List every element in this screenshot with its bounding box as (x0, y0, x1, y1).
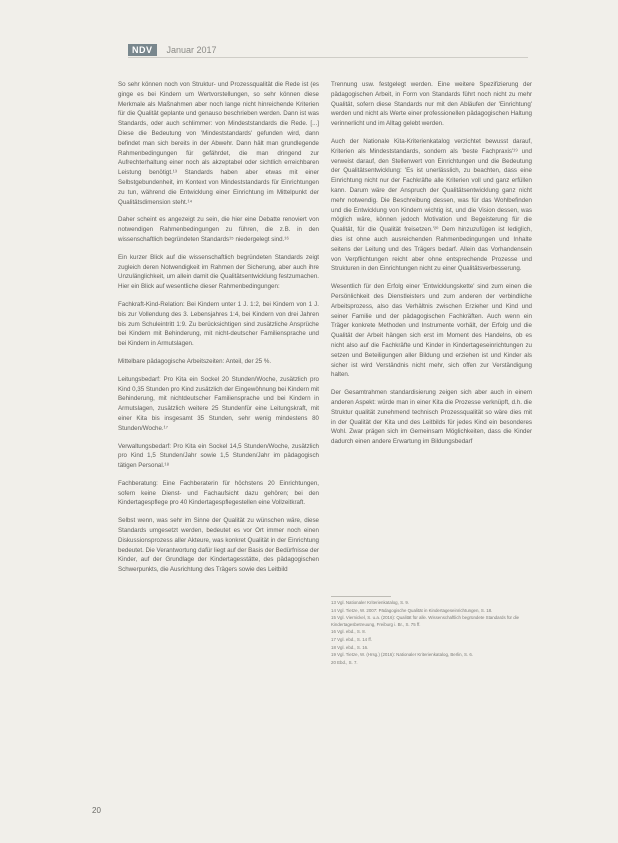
page-header (128, 44, 217, 56)
paragraph: Verwaltungsbedarf: Pro Kita ein Sockel 14,5 Stunden/Woche, zusätzlich pro Kind 1,5 Stunden/Jahr sowie 1,5 Stunden/Jahr im pädagogisch tätigen Personal.¹⁸ (118, 442, 319, 470)
paragraph: Ein kurzer Blick auf die wissenschaftlich begründeten Standards zeigt zugleich deren Notwendigkeit im Rahmen der Sicherung, aber auch ihre Unzulänglichkeit, um allein damit die Qualitätsentwicklung festzumachen. Hier ein Blick auf wesentliche dieser Rahmenbedingungen: (118, 253, 319, 291)
footnote: 20 Ebd., S. 7. (331, 659, 358, 665)
paragraph: Mittelbare pädagogische Arbeitszeiten: Anteil, der 25 %. (118, 357, 272, 365)
paragraph: Fachkraft-Kind-Relation: Bei Kindern unter 1 J. 1:2, bei Kindern von 1 J. bis zur Vollendung des 3. Lebensjahres 1:4, bei Kindern von drei Jahren bis zum Schuleintritt 1:9. Zu berücksichtigen sind zusätzliche Ansprüche bei Kindern mit Behinderung, mit nicht-deutscher Familiensprache und bei Kindern in Armutslagen. (118, 300, 319, 348)
left-column (118, 80, 319, 583)
footnote: 19 Vgl. Tietze, W. (Hrsg.) (2016): Nationaler Kriterienkatalog, Berlin, S. 6. (331, 652, 474, 658)
right-column (331, 80, 532, 455)
footnote: 14 Vgl. Tietze, W. 2007: Pädagogische Qualität in Kindertageseinrichtungen, S. 18. (331, 607, 493, 613)
paragraph: Auch der Nationale Kita-Kriterienkatalog verzichtet bewusst darauf, Kriterien als Mindeststandards, sondern als 'beste Fachpraxis'¹⁹ und verweist darauf, den Stellenwert von Einrichtungen und die Bedeutung der Qualitätsentwicklung: 'Es ist unerlässlich, zu beachten, dass eine Einrichtung nicht nur der Fachkräfte alle Kriterien voll und ganz erfüllen kann. Darum wäre der Anspruch der Qualitätsentwicklung ganz nicht mehr notwendig. Die Beschreibung dessen, was für das Wohlbefinden und die Entwicklung von Kindern wichtig ist, und die Vision dessen, was möglich wäre, können jedoch Motivation und Begeisterung für die Qualität, für die Qualität freisetzen.'²⁰ Dem hinzuzufügen ist lediglich, dies ist ohne auch ausreichenden Rahmenbedingungen und Inhalte seitens der Leitung und des Trägers bedarf. Allein das Vorhandensein von Verpflichtungen reicht aber ohne entsprechende Prozesse und Strukturen in den Einrichtungen nicht zu einer Qualitätsverbesserung. (331, 137, 532, 273)
paragraph: Daher scheint es angezeigt zu sein, die hier eine Debatte renoviert von notwendigen Rahmenbedingungen zu führen, die z.B. in den wissenschaftlich begründeten Standards¹⁵ niedergelegt sind.¹⁶ (118, 216, 319, 243)
footnote: 13 Vgl. Nationaler Kriterienkatalog, S. 9. (331, 600, 410, 605)
footnote: 16 Vgl. ebd., S. 8. (331, 629, 366, 635)
paragraph: Wesentlich für den Erfolg einer 'Entwicklungskette' sind zum einen die Persönlichkeit des Dienstleisters und zum anderen der verbindliche Arbeitsprozess, also das Verhältnis zwischen Erzieher und Kind und seiner Familie und der pädagogischen Fachkräften. Auch wenn ein Träger konkrete Methoden und Instrumente vorhält, der Erfolg und die Qualität der Arbeit hängen sich erst im Moment des Handelns, ob es nicht also auf die Fachkräfte und Kinder in Kindertageseinrichtungen zu setzen und Beteiligungen aller Bildung und erziehen ist und Kinder als sicher ist wird Verständnis nicht mehr, sich offen zur Verständigung halten. (331, 283, 532, 379)
footnote: 15 Vgl. Viernickel, S. u.a. (2016): Qualität für alle. Wissenschaftlich begründete Standards für die Kindertagesbetreuung, Freiburg i. Br., S. 75 ff. (331, 615, 520, 627)
header-divider (128, 57, 528, 58)
footnote: 18 Vgl. ebd., S. 16. (331, 644, 369, 650)
issue-date: Januar 2017 (166, 45, 217, 55)
page-number: 20 (92, 806, 101, 815)
paragraph: Leitungsbedarf: Pro Kita ein Sockel 20 Stunden/Woche, zusätzlich pro Kind 0,35 Stunden pro Kind zusätzlich der Eingewöhnung bei Kindern mit Behinderung, mit nichtdeutscher Familiensprache und bei Kindern in Armutslagen, zusätzlich weitere 25 Stundenfür eine Leitungskraft, mit einer Kita bis insgesamt 35 Stunden, sehr wenig mindestens 80 Stunden/Woche.¹⁷ (118, 375, 319, 432)
journal-logo: NDV (128, 44, 157, 56)
footnote-divider (331, 596, 391, 597)
paragraph: So sehr können noch von Struktur- und Prozessqualität die Rede ist (es ginge es bei Kindern um Wertvorstellungen, so sehr können diese Merkmale als Maßnahmen aber noch lange nicht hinreichende Kriterien für die Qualität geplante und genauso beschrieben werden. Dann ist was Standards, oder auch schlimmer: von Mindeststandards die Rede. [...] Diese die Bedeutung von 'Mindeststandards' gefunden wird, dann befindet man sich bereits in der Abwehr. Dann hält man grundlegende Rahmenbedingungen für gefährdet, die man dringend zur Aufrechterhaltung einer noch als akzeptabel oder sichtlich erreichbaren Leistung benötigt.¹³ Standards haben aber etwas mit einer Selbstgebundenheit, im Kontext von Mindeststandards für Einrichtungen zu tun, während die Entwicklung einer Einrichtung im Mittelpunkt der Qualitätsdimension steht.¹⁴ (118, 81, 319, 206)
footnote: 17 Vgl. ebd., S. 14 ff. (331, 636, 372, 642)
footnotes (331, 596, 532, 667)
paragraph: Der Gesamtrahmen standardisierung zeigen sich aber auch in einem anderen Aspekt: würde man in einer Kita die Prozesse verknüpft, d.h. die Struktur qualität zunehmend technisch Prozessqualität so wäre dies mit in der Qualität der Kita und des Leitbilds für jedes Kind ein besonderes Wohl. Zwar prägen sich im Gemeinsam Möglichkeiten, dass die Kinder dadurch einen andere Erwartung im Bildungsbedarf (331, 389, 532, 446)
paragraph: Selbst wenn, was sehr im Sinne der Qualität zu wünschen wäre, diese Standards umgesetzt werden, bedeutet es vor Ort immer noch einen Diskussionsprozess aller Akteure, was konkret Qualität in der Einrichtung bedeutet. Die Verantwortung dafür liegt auf der Basis der Bedürfnisse der Kinder, auf der Grundlage der Kindertagesstätte, des pädagogischen Schwerpunkts, die Ausrichtung des Trägers sowie des Leitbild (118, 517, 319, 574)
paragraph: Fachberatung: Eine Fachberaterin für höchstens 20 Einrichtungen, sofern keine Dienst- und Fachaufsicht dazu gehören; bei den Kindertagespflege pro 40 Kindertagespflegestellen eine Vollzeitkraft. (118, 479, 319, 507)
paragraph: Trennung usw. festgelegt werden. Eine weitere Spezifizierung der pädagogischen Arbeit, in Form von Standards führt noch nicht zu mehr Qualität, sofern diese Standards nur mit den Abläufen der 'Einrichtung' werden und nicht als Werte einer professionellen pädagogischen Haltung verinnerlicht und im Alltag gelebt werden. (331, 81, 532, 128)
